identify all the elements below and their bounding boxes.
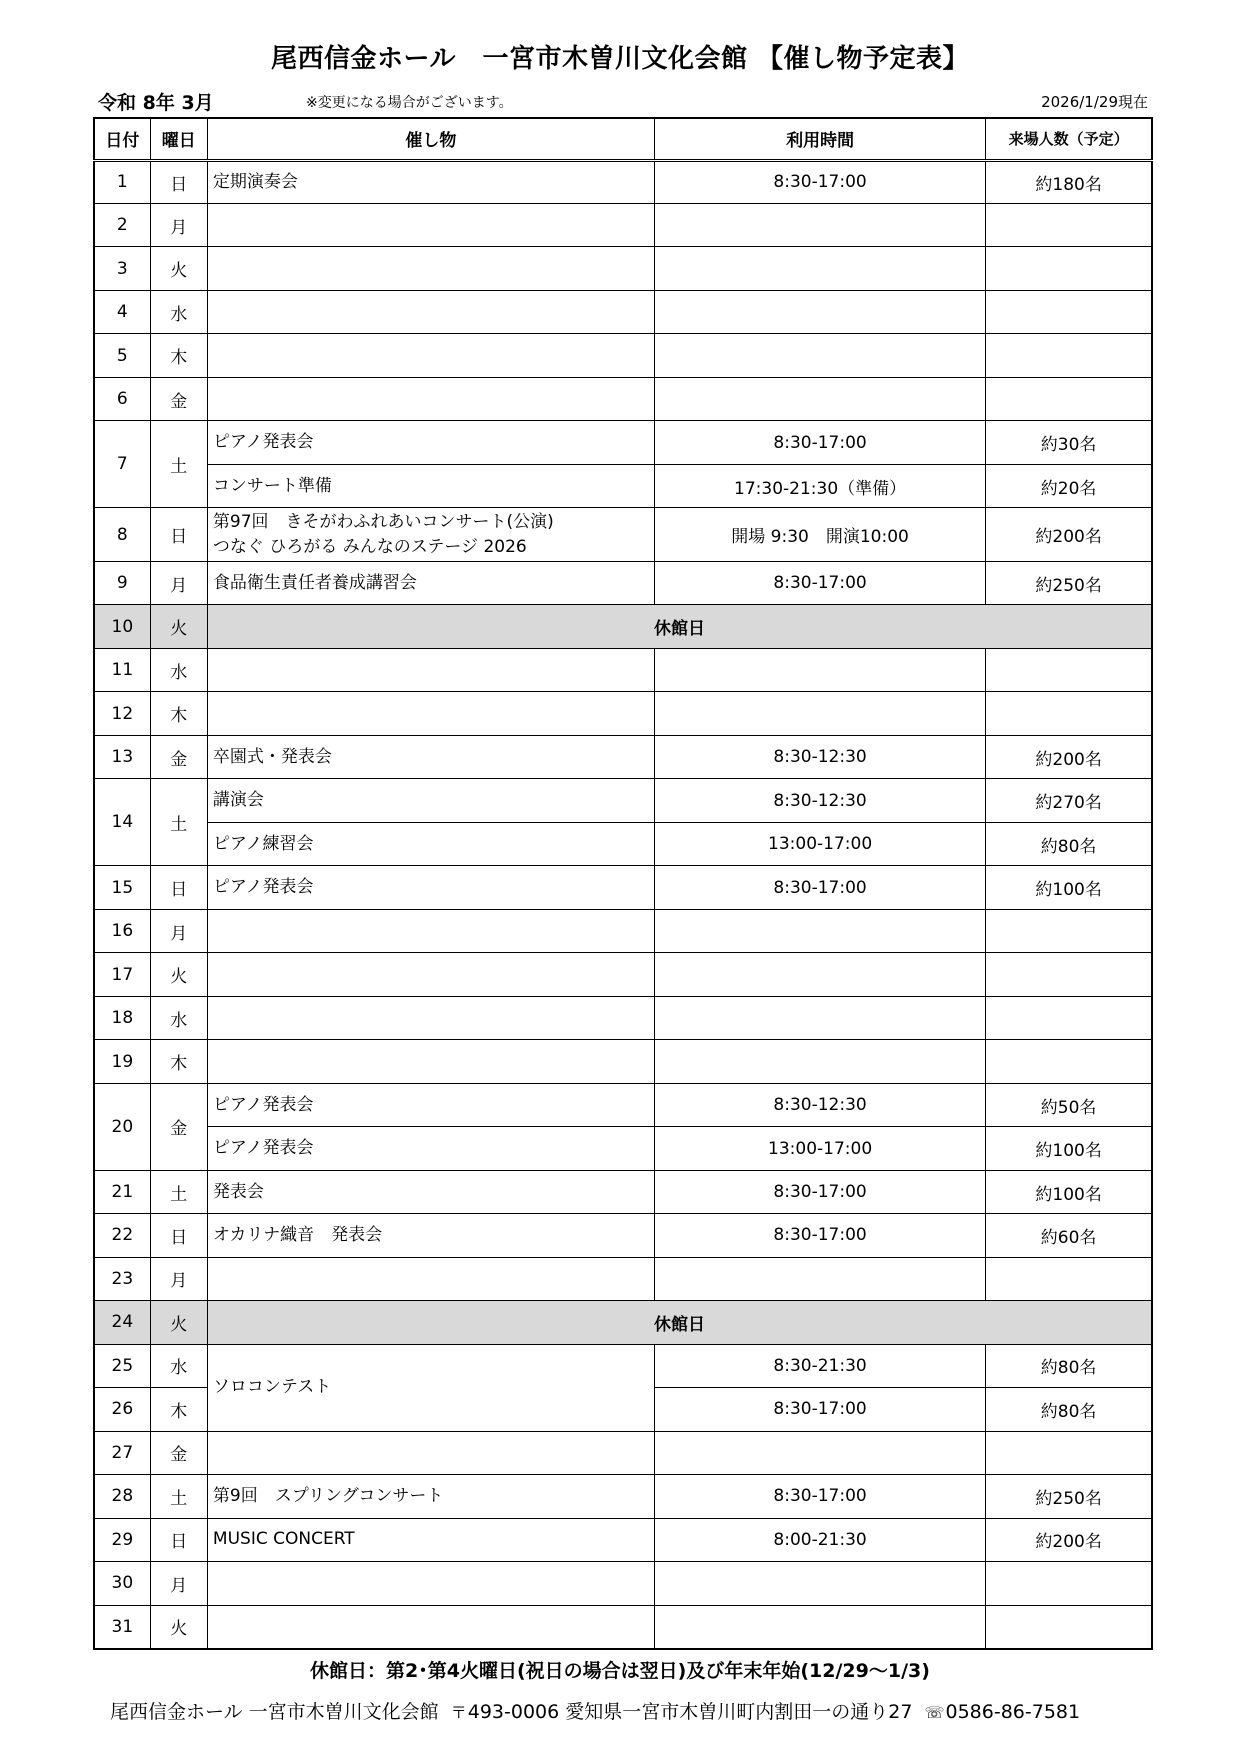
event-time: 8:30-17:00 bbox=[654, 421, 985, 464]
event-name: 定期演奏会 bbox=[207, 160, 654, 203]
weekday: 月 bbox=[150, 909, 207, 952]
event-name: 第97回 きそがわふれあいコンサート(公演) つなぐ ひろがる みんなのステージ 2026 bbox=[207, 508, 654, 562]
header-people: 来場人数（予定） bbox=[986, 118, 1152, 160]
closed-days-note: 休館日：第2･第4火曜日(祝日の場合は翌日)及び年末年始(12/29～1/3) bbox=[310, 1660, 930, 1682]
header-date: 日付 bbox=[94, 118, 150, 160]
header-weekday: 曜日 bbox=[150, 118, 207, 160]
weekday: 月 bbox=[150, 561, 207, 604]
event-people bbox=[986, 334, 1152, 377]
event-people bbox=[986, 648, 1152, 691]
table-row bbox=[94, 1475, 1152, 1518]
table-row bbox=[94, 953, 1152, 996]
day-number: 2 bbox=[94, 203, 150, 246]
day-number: 1 bbox=[94, 160, 150, 203]
table-row bbox=[94, 1518, 1152, 1561]
weekday: 火 bbox=[150, 1605, 207, 1649]
event-time: 8:30-17:00 bbox=[654, 1475, 985, 1518]
event-time: 17:30-21:30（準備） bbox=[654, 464, 985, 507]
event-people bbox=[986, 203, 1152, 246]
event-people: 約80名 bbox=[986, 1344, 1152, 1387]
event-time: 8:30-17:00 bbox=[654, 1170, 985, 1213]
event-name bbox=[207, 1040, 654, 1083]
footer-phone: 0586-86-7581 bbox=[945, 1701, 1081, 1723]
footer-hall-name: 尾西信金ホール 一宮市木曽川文化会館 bbox=[110, 1701, 439, 1723]
day-number: 29 bbox=[94, 1518, 150, 1561]
event-people bbox=[986, 1040, 1152, 1083]
weekday: 木 bbox=[150, 334, 207, 377]
event-name bbox=[207, 996, 654, 1039]
event-people: 約100名 bbox=[986, 1170, 1152, 1213]
event-name bbox=[207, 648, 654, 691]
event-time bbox=[654, 909, 985, 952]
event-name: 卒園式・発表会 bbox=[207, 735, 654, 778]
event-people: 約80名 bbox=[986, 822, 1152, 865]
event-name bbox=[207, 247, 654, 290]
day-number: 6 bbox=[94, 377, 150, 420]
header-event: 催し物 bbox=[207, 118, 654, 160]
weekday: 水 bbox=[150, 1344, 207, 1387]
weekday: 金 bbox=[150, 1431, 207, 1474]
page-title: 尾西信金ホール 一宮市木曽川文化会館 【催し物予定表】 bbox=[270, 44, 970, 74]
day-number: 21 bbox=[94, 1170, 150, 1213]
closed-day-label: 休館日 bbox=[207, 1301, 1152, 1344]
header-time: 利用時間 bbox=[654, 118, 985, 160]
event-people: 約200名 bbox=[986, 508, 1152, 562]
table-row bbox=[94, 1083, 1152, 1126]
event-name bbox=[207, 909, 654, 952]
event-time: 8:00-21:30 bbox=[654, 1518, 985, 1561]
table-header-row bbox=[94, 118, 1152, 160]
weekday: 日 bbox=[150, 160, 207, 203]
event-name: ピアノ発表会 bbox=[207, 1083, 654, 1126]
day-number: 5 bbox=[94, 334, 150, 377]
weekday: 土 bbox=[150, 779, 207, 866]
table-row bbox=[94, 1214, 1152, 1257]
day-number: 13 bbox=[94, 735, 150, 778]
schedule-body bbox=[94, 160, 1152, 1649]
event-name bbox=[207, 1257, 654, 1300]
table-row bbox=[94, 1301, 1152, 1344]
day-number: 17 bbox=[94, 953, 150, 996]
closed-day-label: 休館日 bbox=[207, 605, 1152, 648]
weekday: 水 bbox=[150, 996, 207, 1039]
event-name bbox=[207, 1605, 654, 1649]
event-time bbox=[654, 692, 985, 735]
as-of-date: 2026/1/29現在 bbox=[1041, 93, 1148, 111]
weekday: 木 bbox=[150, 692, 207, 735]
day-number: 10 bbox=[94, 605, 150, 648]
event-people bbox=[986, 377, 1152, 420]
event-people: 約100名 bbox=[986, 1127, 1152, 1170]
day-number: 7 bbox=[94, 421, 150, 508]
event-people bbox=[986, 290, 1152, 333]
weekday: 月 bbox=[150, 1257, 207, 1300]
postal-mark-icon: 〒 bbox=[450, 1703, 467, 1722]
weekday: 月 bbox=[150, 203, 207, 246]
schedule-table bbox=[93, 117, 1153, 1650]
event-people: 約30名 bbox=[986, 421, 1152, 464]
event-time: 8:30-12:30 bbox=[654, 779, 985, 822]
table-row bbox=[94, 561, 1152, 604]
event-name: 第9回 スプリングコンサート bbox=[207, 1475, 654, 1518]
event-name bbox=[207, 1562, 654, 1605]
event-name bbox=[207, 1431, 654, 1474]
table-row bbox=[94, 290, 1152, 333]
event-time bbox=[654, 1040, 985, 1083]
table-row bbox=[94, 735, 1152, 778]
table-row bbox=[94, 508, 1152, 562]
event-time: 8:30-17:00 bbox=[654, 561, 985, 604]
day-number: 20 bbox=[94, 1083, 150, 1170]
weekday: 日 bbox=[150, 866, 207, 909]
weekday: 金 bbox=[150, 377, 207, 420]
day-number: 15 bbox=[94, 866, 150, 909]
era-month: 令和 8年 3月 bbox=[98, 92, 214, 114]
event-time: 8:30-21:30 bbox=[654, 1344, 985, 1387]
event-name: 発表会 bbox=[207, 1170, 654, 1213]
event-time: 8:30-12:30 bbox=[654, 735, 985, 778]
table-row bbox=[94, 377, 1152, 420]
table-row bbox=[94, 648, 1152, 691]
weekday: 火 bbox=[150, 1301, 207, 1344]
change-notice: ※変更になる場合がございます。 bbox=[306, 95, 513, 111]
event-time: 13:00-17:00 bbox=[654, 1127, 985, 1170]
event-people: 約20名 bbox=[986, 464, 1152, 507]
table-row bbox=[94, 1127, 1152, 1170]
day-number: 4 bbox=[94, 290, 150, 333]
event-name bbox=[207, 203, 654, 246]
table-row bbox=[94, 692, 1152, 735]
weekday: 火 bbox=[150, 247, 207, 290]
event-people: 約60名 bbox=[986, 1214, 1152, 1257]
day-number: 30 bbox=[94, 1562, 150, 1605]
day-number: 22 bbox=[94, 1214, 150, 1257]
event-time bbox=[654, 996, 985, 1039]
event-name: 講演会 bbox=[207, 779, 654, 822]
weekday: 日 bbox=[150, 1214, 207, 1257]
weekday: 土 bbox=[150, 1170, 207, 1213]
phone-icon: ☏ bbox=[924, 1703, 945, 1722]
event-name bbox=[207, 692, 654, 735]
day-number: 28 bbox=[94, 1475, 150, 1518]
event-time bbox=[654, 953, 985, 996]
event-people: 約250名 bbox=[986, 561, 1152, 604]
event-people bbox=[986, 909, 1152, 952]
day-number: 14 bbox=[94, 779, 150, 866]
table-row bbox=[94, 909, 1152, 952]
event-people bbox=[986, 996, 1152, 1039]
day-number: 19 bbox=[94, 1040, 150, 1083]
day-number: 26 bbox=[94, 1388, 150, 1431]
weekday: 木 bbox=[150, 1388, 207, 1431]
day-number: 12 bbox=[94, 692, 150, 735]
day-number: 18 bbox=[94, 996, 150, 1039]
day-number: 16 bbox=[94, 909, 150, 952]
event-name: ピアノ発表会 bbox=[207, 1127, 654, 1170]
event-time bbox=[654, 247, 985, 290]
table-row bbox=[94, 605, 1152, 648]
event-time: 8:30-17:00 bbox=[654, 1214, 985, 1257]
event-time bbox=[654, 1605, 985, 1649]
table-row bbox=[94, 421, 1152, 464]
event-time bbox=[654, 1431, 985, 1474]
event-people: 約270名 bbox=[986, 779, 1152, 822]
weekday: 水 bbox=[150, 648, 207, 691]
weekday: 土 bbox=[150, 421, 207, 508]
table-row bbox=[94, 1562, 1152, 1605]
event-name: ピアノ練習会 bbox=[207, 822, 654, 865]
table-row bbox=[94, 247, 1152, 290]
weekday: 火 bbox=[150, 953, 207, 996]
event-time bbox=[654, 648, 985, 691]
weekday: 木 bbox=[150, 1040, 207, 1083]
day-number: 24 bbox=[94, 1301, 150, 1344]
day-number: 9 bbox=[94, 561, 150, 604]
event-name: オカリナ織音 発表会 bbox=[207, 1214, 654, 1257]
weekday: 日 bbox=[150, 1518, 207, 1561]
table-row bbox=[94, 866, 1152, 909]
table-row bbox=[94, 779, 1152, 822]
event-name: ソロコンテスト bbox=[207, 1344, 654, 1431]
weekday: 火 bbox=[150, 605, 207, 648]
table-row bbox=[94, 1344, 1152, 1387]
table-row bbox=[94, 822, 1152, 865]
event-time: 8:30-17:00 bbox=[654, 866, 985, 909]
day-number: 27 bbox=[94, 1431, 150, 1474]
event-name bbox=[207, 377, 654, 420]
event-people: 約180名 bbox=[986, 160, 1152, 203]
event-people bbox=[986, 247, 1152, 290]
day-number: 8 bbox=[94, 508, 150, 562]
event-name: MUSIC CONCERT bbox=[207, 1518, 654, 1561]
event-people bbox=[986, 692, 1152, 735]
table-row bbox=[94, 1170, 1152, 1213]
table-row bbox=[94, 203, 1152, 246]
footer-postal-address: 493-0006 愛知県一宮市木曽川町内割田一の通り27 bbox=[467, 1701, 913, 1723]
event-name bbox=[207, 334, 654, 377]
table-row bbox=[94, 1431, 1152, 1474]
day-number: 11 bbox=[94, 648, 150, 691]
event-people: 約200名 bbox=[986, 1518, 1152, 1561]
weekday: 水 bbox=[150, 290, 207, 333]
day-number: 3 bbox=[94, 247, 150, 290]
event-time: 8:30-17:00 bbox=[654, 1388, 985, 1431]
event-name bbox=[207, 290, 654, 333]
event-people: 約50名 bbox=[986, 1083, 1152, 1126]
event-people: 約250名 bbox=[986, 1475, 1152, 1518]
event-name: ピアノ発表会 bbox=[207, 866, 654, 909]
event-time bbox=[654, 290, 985, 333]
weekday: 土 bbox=[150, 1475, 207, 1518]
table-row bbox=[94, 464, 1152, 507]
event-time bbox=[654, 1257, 985, 1300]
event-people bbox=[986, 1257, 1152, 1300]
table-row bbox=[94, 996, 1152, 1039]
event-time bbox=[654, 1562, 985, 1605]
event-name bbox=[207, 953, 654, 996]
day-number: 23 bbox=[94, 1257, 150, 1300]
event-time bbox=[654, 377, 985, 420]
weekday: 月 bbox=[150, 1562, 207, 1605]
event-name: ピアノ発表会 bbox=[207, 421, 654, 464]
event-people: 約200名 bbox=[986, 735, 1152, 778]
event-people: 約100名 bbox=[986, 866, 1152, 909]
event-people bbox=[986, 1431, 1152, 1474]
event-people bbox=[986, 1605, 1152, 1649]
weekday: 金 bbox=[150, 735, 207, 778]
event-time: 開場 9:30 開演10:00 bbox=[654, 508, 985, 562]
footer-address bbox=[110, 1697, 1080, 1724]
weekday: 日 bbox=[150, 508, 207, 562]
event-name: コンサート準備 bbox=[207, 464, 654, 507]
table-row bbox=[94, 1605, 1152, 1649]
table-row bbox=[94, 1040, 1152, 1083]
table-row bbox=[94, 334, 1152, 377]
event-time bbox=[654, 203, 985, 246]
event-people: 約80名 bbox=[986, 1388, 1152, 1431]
event-people bbox=[986, 953, 1152, 996]
weekday: 金 bbox=[150, 1083, 207, 1170]
event-time: 13:00-17:00 bbox=[654, 822, 985, 865]
event-people bbox=[986, 1562, 1152, 1605]
table-row bbox=[94, 1257, 1152, 1300]
event-time: 8:30-12:30 bbox=[654, 1083, 985, 1126]
event-time bbox=[654, 334, 985, 377]
day-number: 31 bbox=[94, 1605, 150, 1649]
day-number: 25 bbox=[94, 1344, 150, 1387]
event-name: 食品衛生責任者養成講習会 bbox=[207, 561, 654, 604]
table-row bbox=[94, 160, 1152, 203]
event-time: 8:30-17:00 bbox=[654, 160, 985, 203]
